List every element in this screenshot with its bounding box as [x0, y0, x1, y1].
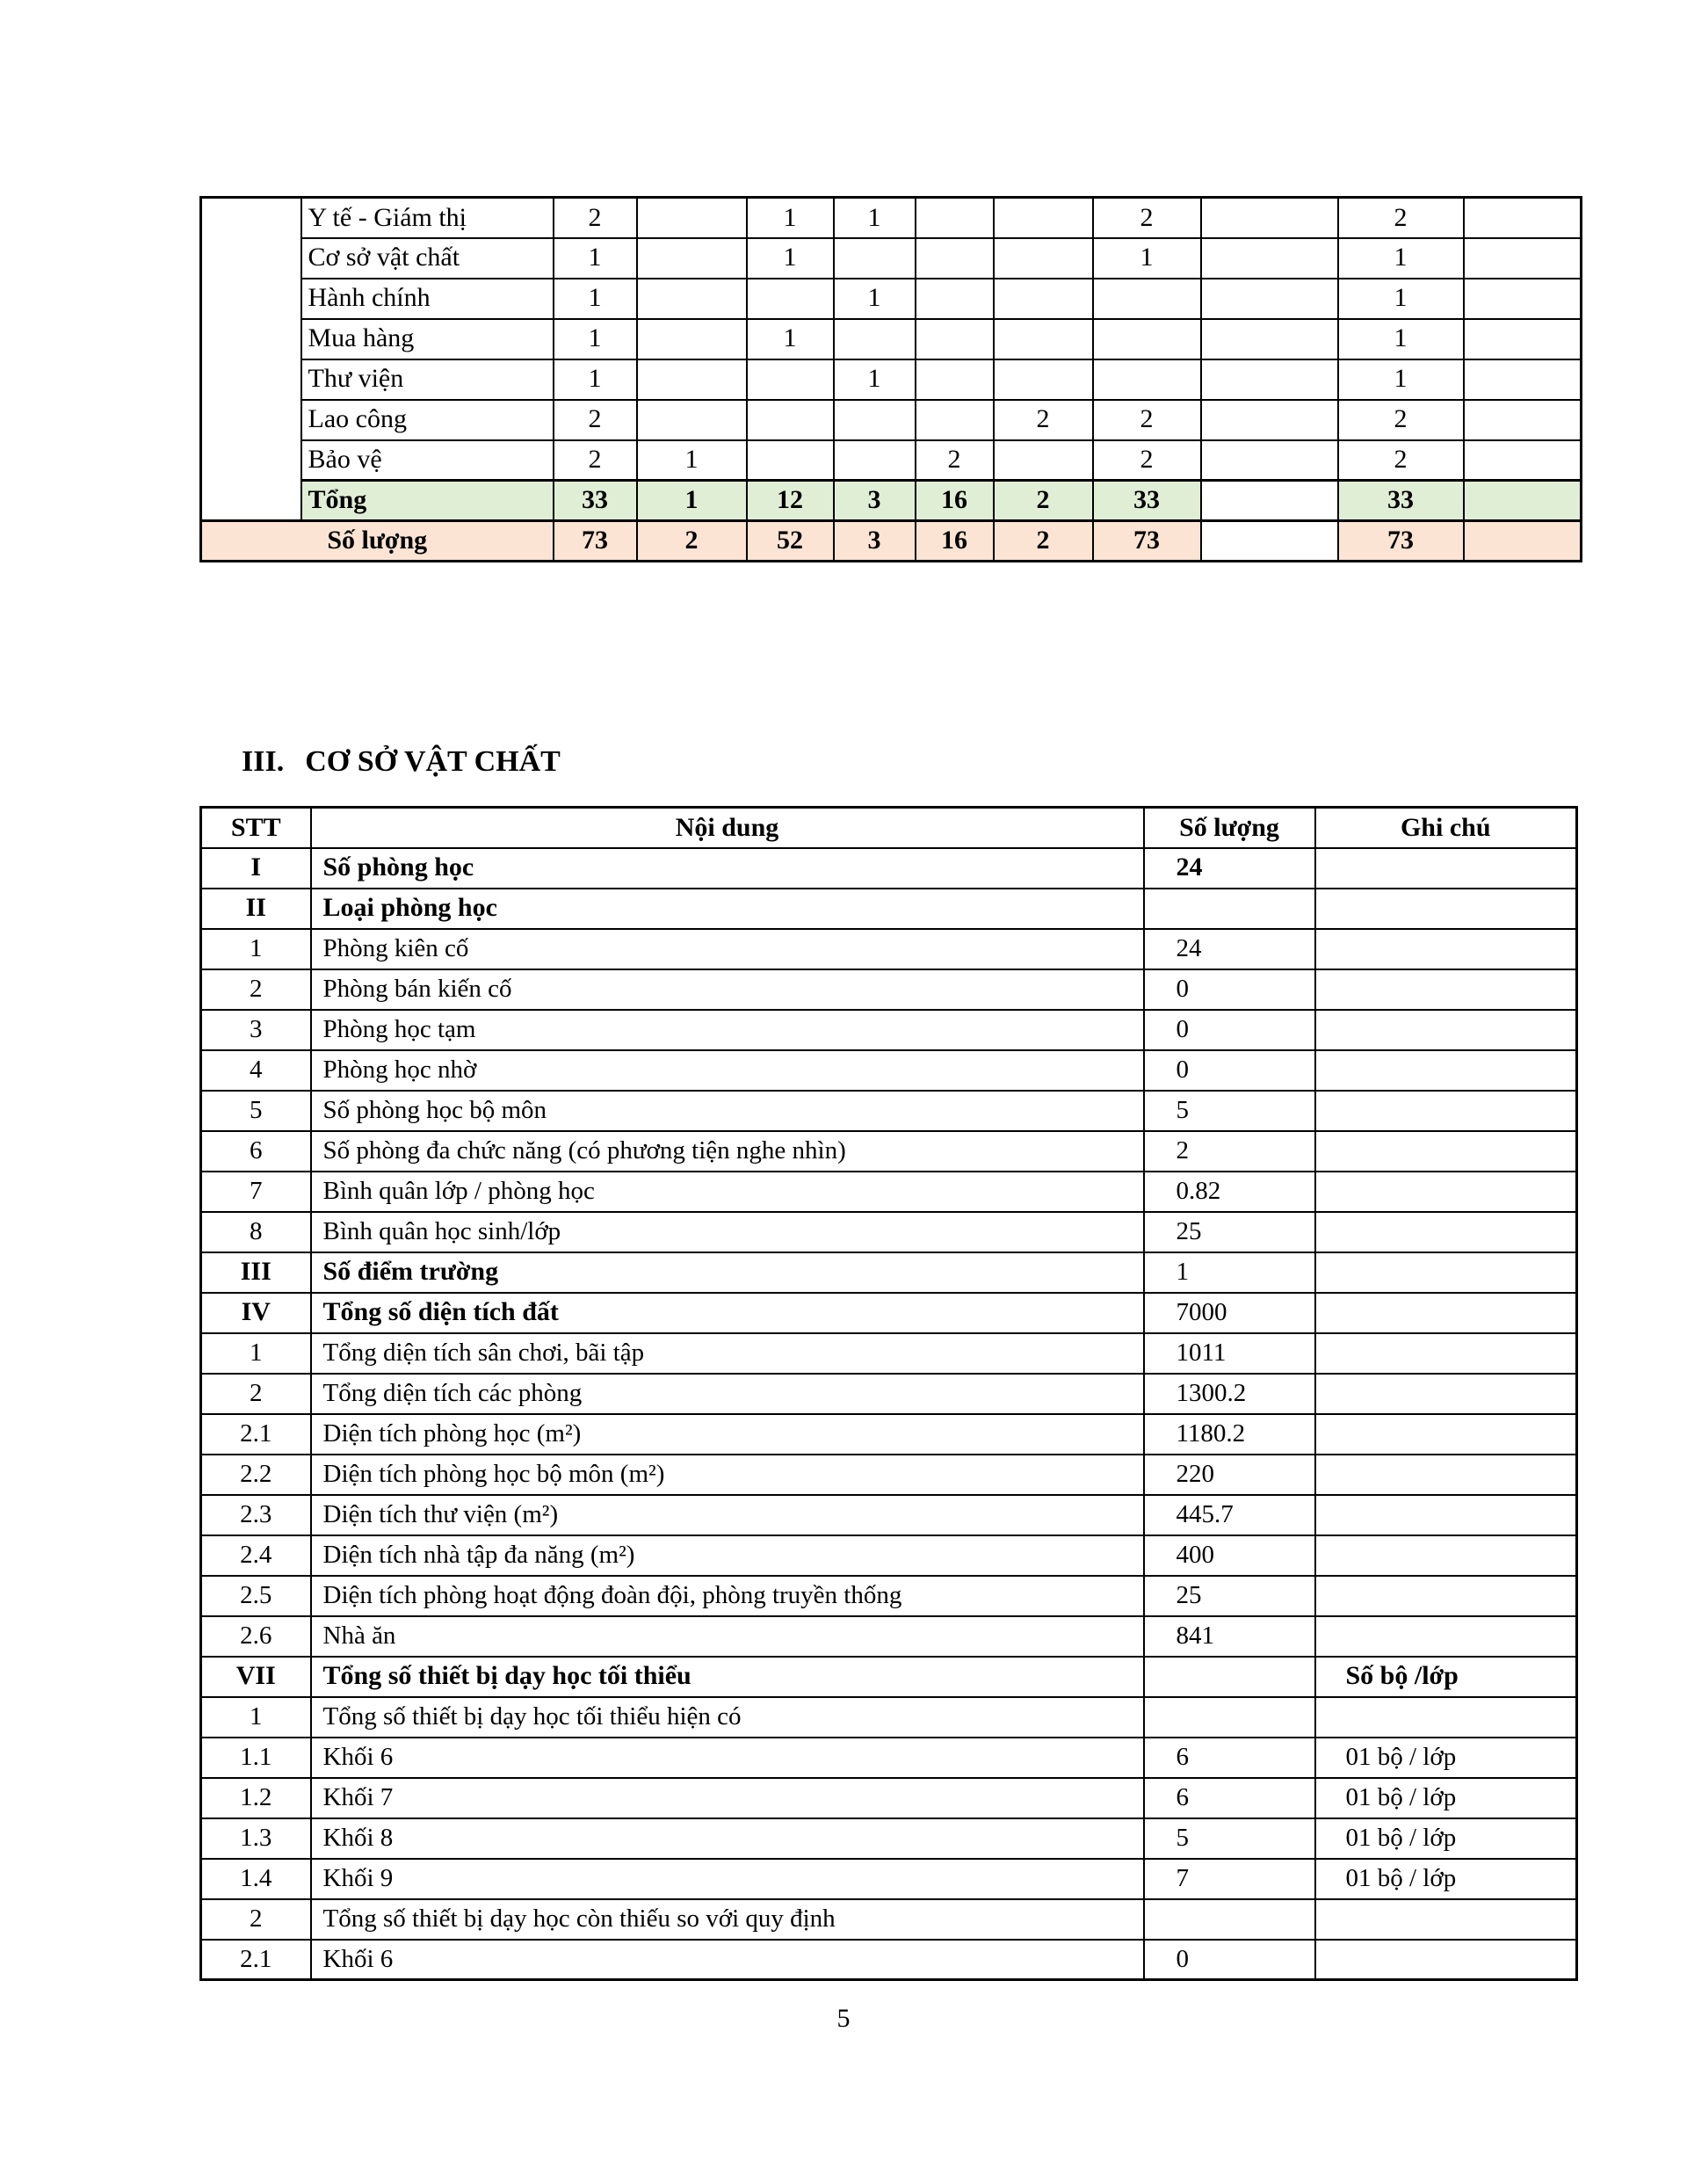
facilities-row — [201, 1576, 1577, 1616]
content-cell: Diện tích phòng hoạt động đoàn đội, phòng truyền thống — [311, 1576, 1144, 1616]
quantity-value: 3 — [834, 521, 916, 562]
facilities-row — [201, 1293, 1577, 1333]
facilities-row — [201, 1535, 1577, 1576]
stt-cell: 4 — [201, 1050, 311, 1091]
stt-cell: 2 — [201, 1374, 311, 1414]
staff-value — [1093, 319, 1201, 359]
content-cell: Tổng số thiết bị dạy học tối thiểu — [311, 1657, 1144, 1697]
staff-row-label: Thư viện — [301, 359, 554, 400]
staff-value: 2 — [1093, 440, 1201, 481]
staff-value — [1464, 279, 1582, 319]
total-value: 3 — [834, 481, 916, 521]
staff-value: 1 — [554, 279, 637, 319]
stt-cell: 2.5 — [201, 1576, 311, 1616]
staff-value: 1 — [554, 319, 637, 359]
note-cell — [1315, 1293, 1577, 1333]
note-cell: 01 bộ / lớp — [1315, 1778, 1577, 1818]
quantity-value: 2 — [637, 521, 747, 562]
staff-value — [916, 198, 994, 238]
content-cell: Phòng học nhờ — [311, 1050, 1144, 1091]
facilities-row — [201, 1131, 1577, 1172]
facilities-row — [201, 969, 1577, 1010]
spacer-cell — [201, 198, 301, 521]
staff-value — [834, 440, 916, 481]
content-cell: Diện tích thư viện (m²) — [311, 1495, 1144, 1535]
staff-value — [1464, 359, 1582, 400]
stt-cell: 5 — [201, 1091, 311, 1131]
stt-cell: 2.1 — [201, 1940, 311, 1980]
staff-row-label: Bảo vệ — [301, 440, 554, 481]
staff-value — [637, 238, 747, 279]
note-cell: 01 bộ / lớp — [1315, 1738, 1577, 1778]
facilities-row — [201, 1172, 1577, 1212]
staff-value: 2 — [554, 198, 637, 238]
staff-value — [1464, 198, 1582, 238]
staff-value — [637, 400, 747, 440]
quantity-value: 73 — [1093, 521, 1201, 562]
facilities-row — [201, 1859, 1577, 1899]
content-cell: Khối 7 — [311, 1778, 1144, 1818]
staff-value: 1 — [834, 279, 916, 319]
note-cell — [1315, 1050, 1577, 1091]
facilities-row — [201, 1899, 1577, 1940]
facilities-row — [201, 1374, 1577, 1414]
quantity-value — [1464, 521, 1582, 562]
stt-cell: 2 — [201, 969, 311, 1010]
stt-cell: 3 — [201, 1010, 311, 1050]
facilities-header-row — [201, 808, 1577, 848]
total-value: 1 — [637, 481, 747, 521]
section-heading — [242, 745, 561, 779]
facilities-row — [201, 1818, 1577, 1859]
staff-value: 1 — [1338, 238, 1464, 279]
content-cell: Số phòng học — [311, 848, 1144, 889]
note-cell — [1315, 1172, 1577, 1212]
note-cell: 01 bộ / lớp — [1315, 1859, 1577, 1899]
staff-value — [1201, 400, 1338, 440]
note-cell: Số bộ /lớp — [1315, 1657, 1577, 1697]
stt-cell: 1.2 — [201, 1778, 311, 1818]
staff-value: 2 — [1093, 198, 1201, 238]
staff-value — [1201, 319, 1338, 359]
content-cell: Bình quân lớp / phòng học — [311, 1172, 1144, 1212]
content-cell: Tổng số thiết bị dạy học tối thiểu hiện có — [311, 1697, 1144, 1738]
note-cell — [1315, 1455, 1577, 1495]
staff-value — [1464, 400, 1582, 440]
content-cell: Số điểm trường — [311, 1252, 1144, 1293]
total-value: 16 — [916, 481, 994, 521]
note-cell — [1315, 1131, 1577, 1172]
qty-cell: 5 — [1144, 1818, 1315, 1859]
facilities-row — [201, 1616, 1577, 1657]
stt-cell: 1.1 — [201, 1738, 311, 1778]
qty-cell: 6 — [1144, 1738, 1315, 1778]
content-cell: Diện tích nhà tập đa năng (m²) — [311, 1535, 1144, 1576]
content-cell: Số phòng học bộ môn — [311, 1091, 1144, 1131]
content-cell: Số phòng đa chức năng (có phương tiện nghe nhìn) — [311, 1131, 1144, 1172]
qty-cell: 24 — [1144, 929, 1315, 969]
qty-cell — [1144, 1697, 1315, 1738]
staff-value — [1201, 359, 1338, 400]
note-cell — [1315, 1899, 1577, 1940]
facilities-row — [201, 1212, 1577, 1252]
facilities-row — [201, 1940, 1577, 1980]
qty-cell: 25 — [1144, 1576, 1315, 1616]
note-cell — [1315, 1697, 1577, 1738]
quantity-value: 52 — [747, 521, 834, 562]
staff-row — [201, 279, 1582, 319]
staff-value: 1 — [747, 198, 834, 238]
qty-cell: 220 — [1144, 1455, 1315, 1495]
staff-value: 1 — [747, 319, 834, 359]
staff-value — [637, 359, 747, 400]
staff-row — [201, 319, 1582, 359]
staff-value — [916, 279, 994, 319]
facilities-row — [201, 929, 1577, 969]
staff-total-row — [201, 481, 1582, 521]
staff-value — [637, 319, 747, 359]
page-number: 5 — [836, 2004, 851, 2033]
content-cell: Khối 6 — [311, 1738, 1144, 1778]
staff-value: 2 — [1093, 400, 1201, 440]
stt-cell: 1 — [201, 1697, 311, 1738]
section-number: III. — [242, 745, 285, 778]
note-cell — [1315, 1414, 1577, 1455]
content-cell: Phòng bán kiến cố — [311, 969, 1144, 1010]
staff-value: 2 — [1338, 198, 1464, 238]
qty-cell: 445.7 — [1144, 1495, 1315, 1535]
note-cell — [1315, 1576, 1577, 1616]
qty-cell — [1144, 889, 1315, 929]
staff-value: 2 — [1338, 400, 1464, 440]
facilities-row — [201, 1333, 1577, 1374]
stt-cell: 1 — [201, 1333, 311, 1374]
header-quantity: Số lượng — [1144, 808, 1315, 848]
facilities-row — [201, 1657, 1577, 1697]
note-cell — [1315, 1252, 1577, 1293]
total-value: 12 — [747, 481, 834, 521]
facilities-row — [201, 1495, 1577, 1535]
staff-value — [834, 400, 916, 440]
staff-value — [1093, 279, 1201, 319]
facilities-row — [201, 1697, 1577, 1738]
content-cell: Loại phòng học — [311, 889, 1144, 929]
qty-cell — [1144, 1657, 1315, 1697]
header-stt: STT — [201, 808, 311, 848]
content-cell: Khối 6 — [311, 1940, 1144, 1980]
note-cell — [1315, 1212, 1577, 1252]
content-cell: Diện tích phòng học bộ môn (m²) — [311, 1455, 1144, 1495]
qty-cell: 5 — [1144, 1091, 1315, 1131]
note-cell — [1315, 1495, 1577, 1535]
staff-value — [1093, 359, 1201, 400]
note-cell — [1315, 1333, 1577, 1374]
note-cell — [1315, 889, 1577, 929]
stt-cell: 1.3 — [201, 1818, 311, 1859]
staff-value — [747, 440, 834, 481]
total-value — [1201, 481, 1338, 521]
facilities-row — [201, 1778, 1577, 1818]
qty-cell: 841 — [1144, 1616, 1315, 1657]
total-value: 33 — [1338, 481, 1464, 521]
staff-row — [201, 400, 1582, 440]
stt-cell: 2.1 — [201, 1414, 311, 1455]
qty-cell: 1300.2 — [1144, 1374, 1315, 1414]
qty-cell: 24 — [1144, 848, 1315, 889]
qty-cell — [1144, 1899, 1315, 1940]
stt-cell: 2.3 — [201, 1495, 311, 1535]
stt-cell: II — [201, 889, 311, 929]
staff-row-label: Hành chính — [301, 279, 554, 319]
staff-value: 1 — [554, 238, 637, 279]
total-value: 33 — [554, 481, 637, 521]
staff-value — [834, 319, 916, 359]
qty-cell: 6 — [1144, 1778, 1315, 1818]
staff-value — [747, 400, 834, 440]
qty-cell: 400 — [1144, 1535, 1315, 1576]
content-cell: Tổng diện tích các phòng — [311, 1374, 1144, 1414]
qty-cell: 2 — [1144, 1131, 1315, 1172]
stt-cell: IV — [201, 1293, 311, 1333]
staff-value — [994, 359, 1093, 400]
qty-cell: 0 — [1144, 969, 1315, 1010]
note-cell — [1315, 848, 1577, 889]
qty-cell: 1180.2 — [1144, 1414, 1315, 1455]
facilities-row — [201, 848, 1577, 889]
staff-row — [201, 440, 1582, 481]
stt-cell: VII — [201, 1657, 311, 1697]
staff-value: 2 — [994, 400, 1093, 440]
staff-value: 2 — [554, 400, 637, 440]
note-cell — [1315, 1010, 1577, 1050]
staff-value: 2 — [1338, 440, 1464, 481]
content-cell: Tổng số thiết bị dạy học còn thiếu so với quy định — [311, 1899, 1144, 1940]
staff-row-label: Mua hàng — [301, 319, 554, 359]
staff-value: 1 — [554, 359, 637, 400]
staff-quantity-row — [201, 521, 1582, 562]
facilities-row — [201, 1091, 1577, 1131]
note-cell: 01 bộ / lớp — [1315, 1818, 1577, 1859]
staff-summary-table — [199, 196, 1582, 562]
stt-cell: 8 — [201, 1212, 311, 1252]
content-cell: Khối 9 — [311, 1859, 1144, 1899]
staff-value: 1 — [834, 359, 916, 400]
qty-cell: 0 — [1144, 1010, 1315, 1050]
qty-cell: 7000 — [1144, 1293, 1315, 1333]
content-cell: Diện tích phòng học (m²) — [311, 1414, 1144, 1455]
facilities-row — [201, 1010, 1577, 1050]
staff-value — [916, 400, 994, 440]
stt-cell: 6 — [201, 1131, 311, 1172]
staff-value — [834, 238, 916, 279]
quantity-value: 73 — [1338, 521, 1464, 562]
header-note: Ghi chú — [1315, 808, 1577, 848]
quantity-value: 73 — [554, 521, 637, 562]
staff-value — [1201, 440, 1338, 481]
staff-row — [201, 359, 1582, 400]
staff-value — [916, 238, 994, 279]
note-cell — [1315, 1535, 1577, 1576]
total-value: 2 — [994, 481, 1093, 521]
facilities-row — [201, 1414, 1577, 1455]
staff-value — [994, 279, 1093, 319]
content-cell: Tổng diện tích sân chơi, bãi tập — [311, 1333, 1144, 1374]
total-value — [1464, 481, 1582, 521]
quantity-value — [1201, 521, 1338, 562]
staff-value — [1201, 279, 1338, 319]
staff-value: 1 — [637, 440, 747, 481]
content-cell: Bình quân học sinh/lớp — [311, 1212, 1144, 1252]
staff-row-label: Y tế - Giám thị — [301, 198, 554, 238]
facilities-row — [201, 1455, 1577, 1495]
staff-value — [747, 359, 834, 400]
quantity-label: Số lượng — [201, 521, 554, 562]
note-cell — [1315, 1940, 1577, 1980]
stt-cell: 1.4 — [201, 1859, 311, 1899]
staff-value — [994, 238, 1093, 279]
note-cell — [1315, 969, 1577, 1010]
facilities-row — [201, 1050, 1577, 1091]
stt-cell: 1 — [201, 929, 311, 969]
header-content: Nội dung — [311, 808, 1144, 848]
qty-cell: 0 — [1144, 1050, 1315, 1091]
section-title: CƠ SỞ VẬT CHẤT — [305, 745, 561, 778]
staff-value — [747, 279, 834, 319]
stt-cell: I — [201, 848, 311, 889]
qty-cell: 1 — [1144, 1252, 1315, 1293]
total-label: Tổng — [301, 481, 554, 521]
staff-value: 1 — [1338, 319, 1464, 359]
stt-cell: 2 — [201, 1899, 311, 1940]
note-cell — [1315, 1091, 1577, 1131]
stt-cell: 2.2 — [201, 1455, 311, 1495]
stt-cell: 7 — [201, 1172, 311, 1212]
staff-value: 1 — [1093, 238, 1201, 279]
staff-value — [994, 440, 1093, 481]
staff-value — [994, 319, 1093, 359]
staff-value — [1464, 238, 1582, 279]
staff-value: 2 — [554, 440, 637, 481]
content-cell: Khối 8 — [311, 1818, 1144, 1859]
total-value: 33 — [1093, 481, 1201, 521]
staff-value — [994, 198, 1093, 238]
quantity-value: 2 — [994, 521, 1093, 562]
note-cell — [1315, 1374, 1577, 1414]
content-cell: Nhà ăn — [311, 1616, 1144, 1657]
staff-row — [201, 238, 1582, 279]
facilities-row — [201, 1252, 1577, 1293]
staff-value — [1464, 440, 1582, 481]
qty-cell: 1011 — [1144, 1333, 1315, 1374]
stt-cell: 2.6 — [201, 1616, 311, 1657]
note-cell — [1315, 1616, 1577, 1657]
staff-value: 1 — [834, 198, 916, 238]
content-cell: Tổng số diện tích đất — [311, 1293, 1144, 1333]
facilities-row — [201, 889, 1577, 929]
staff-value: 2 — [916, 440, 994, 481]
staff-value — [637, 198, 747, 238]
staff-value: 1 — [747, 238, 834, 279]
qty-cell: 0.82 — [1144, 1172, 1315, 1212]
staff-row-label: Cơ sở vật chất — [301, 238, 554, 279]
staff-value — [916, 359, 994, 400]
qty-cell: 0 — [1144, 1940, 1315, 1980]
facilities-row — [201, 1738, 1577, 1778]
staff-value: 1 — [1338, 359, 1464, 400]
staff-value — [1464, 319, 1582, 359]
staff-value — [1201, 198, 1338, 238]
staff-value — [916, 319, 994, 359]
staff-value: 1 — [1338, 279, 1464, 319]
quantity-value: 16 — [916, 521, 994, 562]
content-cell: Phòng học tạm — [311, 1010, 1144, 1050]
staff-value — [1201, 238, 1338, 279]
qty-cell: 7 — [1144, 1859, 1315, 1899]
staff-row-label: Lao công — [301, 400, 554, 440]
qty-cell: 25 — [1144, 1212, 1315, 1252]
staff-value — [637, 279, 747, 319]
stt-cell: 2.4 — [201, 1535, 311, 1576]
content-cell: Phòng kiên cố — [311, 929, 1144, 969]
stt-cell: III — [201, 1252, 311, 1293]
staff-row — [201, 198, 1582, 238]
note-cell — [1315, 929, 1577, 969]
facilities-table — [199, 806, 1578, 1981]
